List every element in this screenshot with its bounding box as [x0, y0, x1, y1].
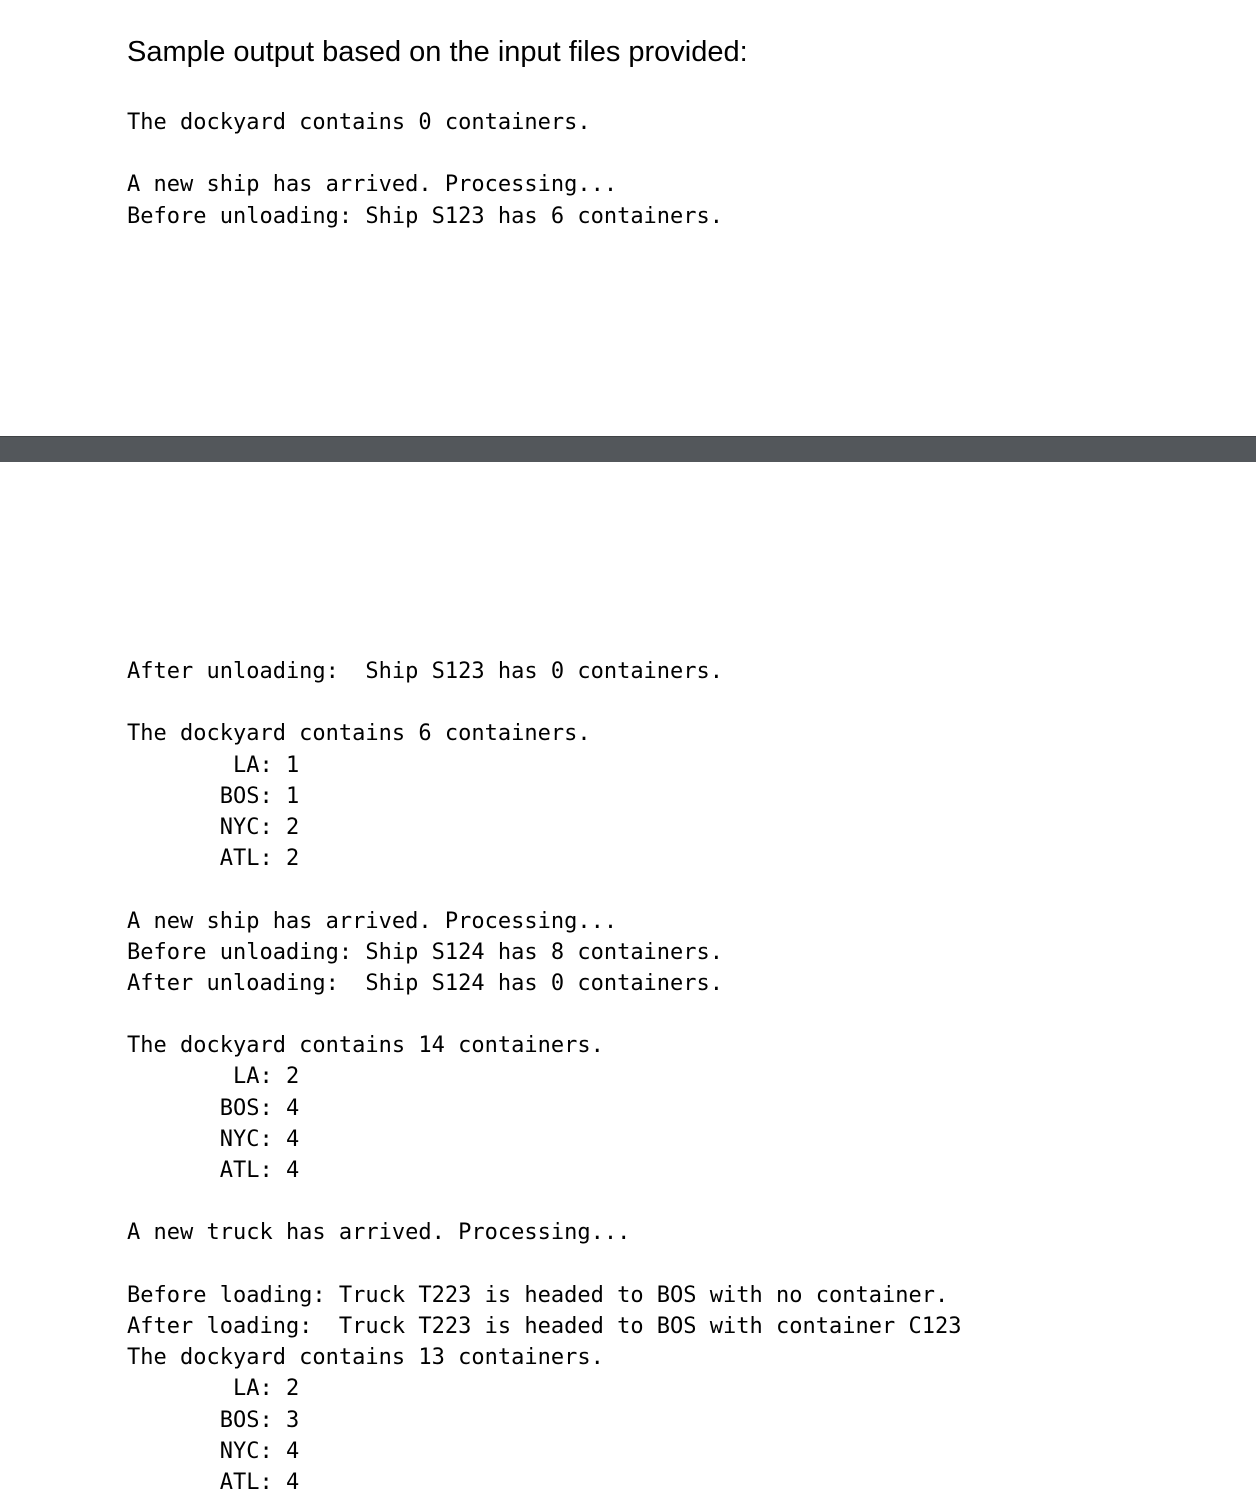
console-line: After unloading: Ship S124 has 0 containers. [127, 970, 724, 996]
console-line [127, 1249, 961, 1280]
console-line [127, 874, 961, 905]
console-line [127, 687, 961, 718]
console-line: Before unloading: Ship S123 has 6 containers. [127, 203, 724, 229]
console-line: A new truck has arrived. Processing... [127, 1220, 631, 1246]
console-line: A new ship has arrived. Processing... [127, 908, 618, 934]
console-line: LA: 2 [127, 1064, 300, 1090]
console-line: After unloading: Ship S123 has 0 containers. [127, 659, 724, 684]
console-line [127, 999, 961, 1030]
console-line: NYC: 2 [127, 814, 300, 840]
console-line [127, 138, 723, 169]
console-line: ATL: 4 [127, 1158, 300, 1183]
console-line: Before unloading: Ship S124 has 8 containers. [127, 939, 724, 965]
console-line [127, 1186, 961, 1217]
page-break-divider [0, 436, 1256, 462]
console-line: After loading: Truck T223 is headed to BOS with container C123 [127, 1313, 962, 1339]
console-line: NYC: 4 [127, 1438, 300, 1464]
console-line: The dockyard contains 0 containers. [127, 110, 591, 135]
console-line: The dockyard contains 14 containers. [127, 1033, 604, 1059]
console-line: The dockyard contains 13 containers. [127, 1345, 604, 1371]
console-line: ATL: 2 [127, 846, 300, 872]
section-heading: Sample output based on the input files provided: [127, 36, 748, 68]
console-line: BOS: 4 [127, 1095, 300, 1121]
console-line: ATL: 4 [127, 1469, 300, 1495]
console-line: The dockyard contains 6 containers. [127, 721, 591, 747]
console-line: BOS: 1 [127, 783, 300, 809]
console-line: Before loading: Truck T223 is headed to BOS with no container. [127, 1282, 949, 1308]
console-output-top [127, 107, 723, 232]
console-line: A new ship has arrived. Processing... [127, 172, 618, 198]
console-line: LA: 1 [127, 752, 300, 778]
document-page-top [0, 0, 1256, 436]
console-line: LA: 2 [127, 1376, 300, 1402]
console-line: NYC: 4 [127, 1126, 300, 1152]
console-output-bottom [127, 656, 961, 1498]
console-line: BOS: 3 [127, 1407, 300, 1433]
